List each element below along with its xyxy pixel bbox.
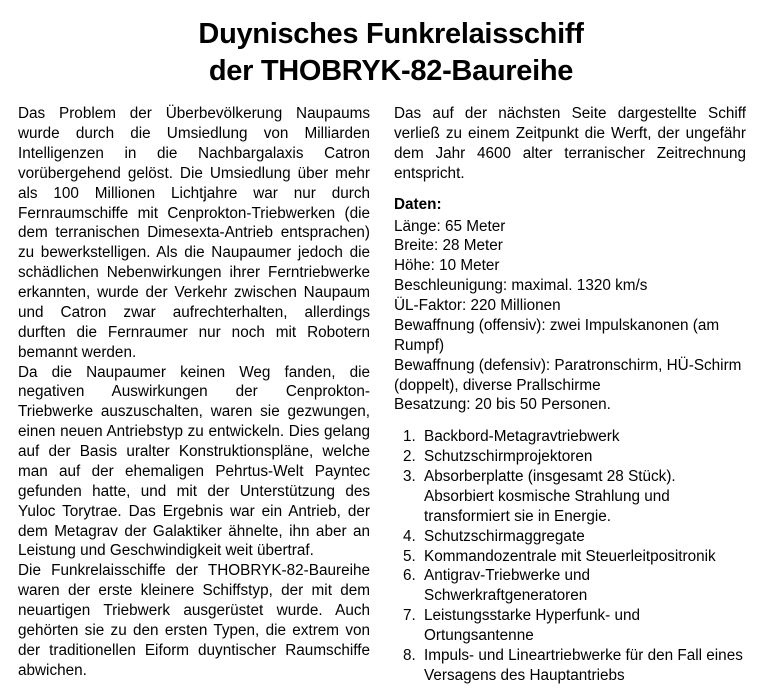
spec-line: Beschleunigung: maximal. 1320 km/s [394, 277, 648, 295]
right-column [394, 104, 746, 686]
intro-paragraph: Das auf der nächsten Seite dargestellte Schiff verließ zu einem Zeitpunkt die Werft, der ungefähr dem Jahr 4600 alter terranischer Zeitrechnung entspricht. [394, 105, 746, 182]
list-item: 1. Backbord-Metagravtriebwerk [420, 427, 746, 447]
list-item: 8. Impuls- und Lineartriebwerke für den Fall eines Versagens des Hauptantriebs [420, 646, 746, 686]
data-section-label: Daten: [394, 195, 442, 213]
spec-line: Bewaffnung (defensiv): Paratronschirm, HÜ-Schirm (doppelt), diverse Prallschirme [394, 356, 742, 394]
spec-line: Bewaffnung (offensiv): zwei Impulskanonen (am Rumpf) [394, 316, 720, 354]
spec-line: Länge: 65 Meter [394, 217, 506, 235]
paragraph: Die Funkrelaisschiffe der THOBRYK-82-Baureihe waren der erste kleinere Schiffstyp, der mit dem neuartigen Triebwerk ausgerüstet wurde. Auch gehörten sie zu den ersten Typen, die extrem von der traditionellen Eiform duyntischer Raumschiffe abwichen. [18, 562, 370, 679]
page-title [18, 16, 764, 90]
spec-line: ÜL-Faktor: 220 Millionen [394, 297, 561, 315]
spec-line: Breite: 28 Meter [394, 237, 503, 255]
paragraph: Das Problem der Überbevölkerung Naupaums wurde durch die Umsiedlung von Milliarden Intelligenzen in die Nachbargalaxis Catron vorübergehend gelöst. Die Umsiedlung über mehr als 100 Millionen Lichtjahre war nur durch Fernraumschiffe mit Cenprokton-Triebwerken (die dem terranischen Dimesexta-Antrieb entsprachen) zu bewerkstelligen. Als die Naupaumer jedoch die schädlichen Nebenwirkungen ihrer Ferntriebwerke erkannten, wurde der Verkehr zwischen Naupaum und Catron zwar aufrechterhalten, allerdings durften die Fernraumer nur noch mit Robotern bemannt werden. [18, 105, 370, 361]
spec-line: Besatzung: 20 bis 50 Personen. [394, 396, 611, 414]
title-line-1: Duynisches Funkrelaisschiff [198, 18, 584, 50]
list-item: 5. Kommandozentrale mit Steuerleitpositronik [420, 547, 746, 567]
spec-line: Höhe: 10 Meter [394, 257, 500, 275]
list-item: 4. Schutzschirmaggregate [420, 527, 746, 547]
list-item: 7. Leistungsstarke Hyperfunk- und Ortungsantenne [420, 606, 746, 646]
list-item: 3. Absorberplatte (insgesamt 28 Stück). Absorbiert kosmische Strahlung und transformiert sie in Energie. [420, 467, 746, 527]
paragraph: Da die Naupaumer keinen Weg fanden, die negativen Auswirkungen der Cenprokton-Triebwerke auszuschalten, waren sie gezwungen, einen neuen Antriebstyp zu entwickeln. Dies gelang auf der Basis uralter Konstruktionspläne, welche man auf der ehemaligen Pehrtus-Welt Payntec gefunden hatte, und mit der Unterstützung des Yuloc Torytrae. Das Ergebnis war ein Antrieb, der dem Metagrav der Galaktiker ähnelte, ihn aber an Leistung und Geschwindigkeit weit übertraf. [18, 363, 370, 560]
title-line-2: der THOBRYK-82-Baureihe [208, 55, 574, 88]
list-item: 2. Schutzschirmprojektoren [420, 447, 746, 467]
list-item: 6. Antigrav-Triebwerke und Schwerkraftgeneratoren [420, 566, 746, 606]
left-column [18, 104, 370, 686]
two-column-body [18, 104, 764, 686]
parts-legend-list [394, 427, 746, 685]
